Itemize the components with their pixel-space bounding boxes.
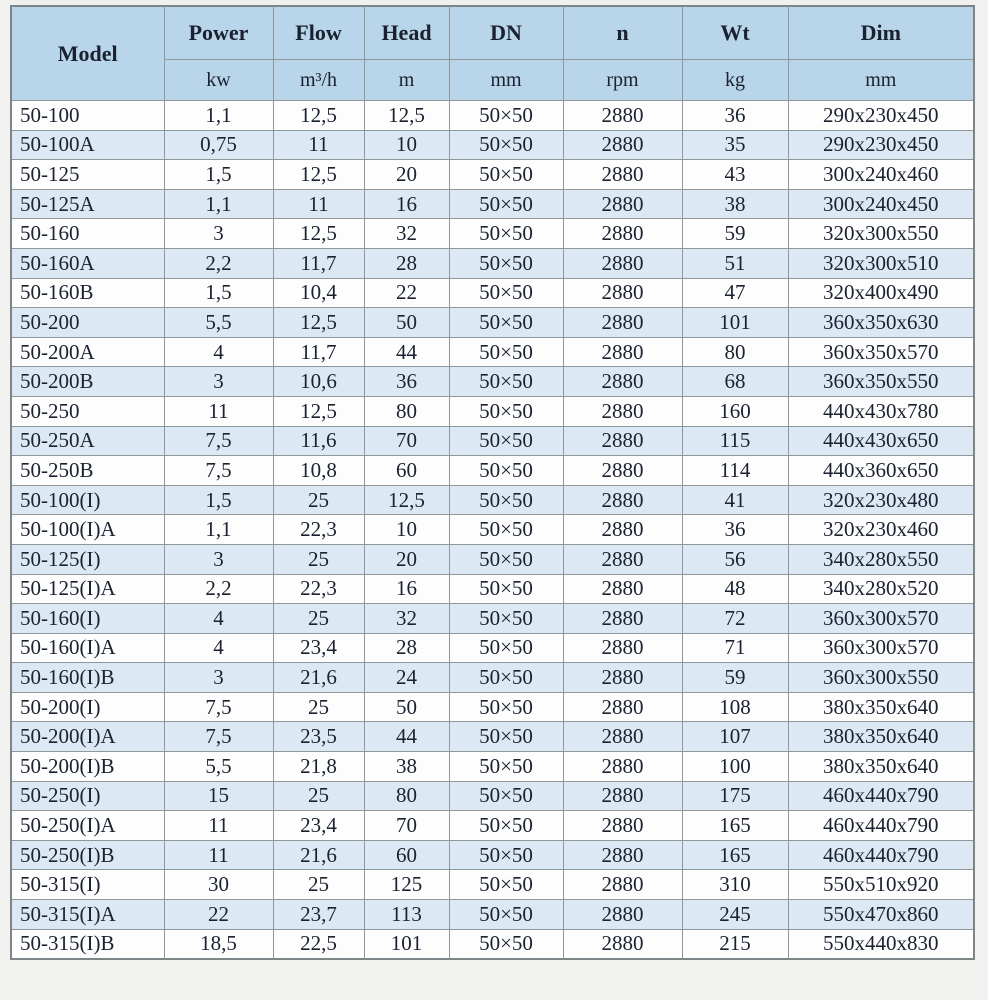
cell-dn: 50×50 (449, 367, 563, 397)
cell-dn: 50×50 (449, 308, 563, 338)
cell-flow: 22,3 (273, 515, 364, 545)
cell-dn: 50×50 (449, 160, 563, 190)
cell-wt: 165 (682, 811, 788, 841)
cell-model: 50-200 (11, 308, 164, 338)
cell-head: 16 (364, 574, 449, 604)
cell-power: 2,2 (164, 248, 273, 278)
cell-flow: 23,4 (273, 811, 364, 841)
cell-flow: 22,3 (273, 574, 364, 604)
cell-n: 2880 (563, 189, 682, 219)
cell-model: 50-250A (11, 426, 164, 456)
cell-power: 1,1 (164, 101, 273, 131)
cell-dim: 360x350x630 (788, 308, 974, 338)
cell-n: 2880 (563, 544, 682, 574)
cell-head: 10 (364, 515, 449, 545)
cell-flow: 25 (273, 544, 364, 574)
cell-head: 113 (364, 900, 449, 930)
cell-power: 7,5 (164, 456, 273, 486)
cell-n: 2880 (563, 485, 682, 515)
cell-flow: 25 (273, 485, 364, 515)
cell-power: 7,5 (164, 722, 273, 752)
cell-dim: 360x350x570 (788, 337, 974, 367)
table-row (11, 515, 974, 545)
cell-n: 2880 (563, 574, 682, 604)
unit-flow: m³/h (273, 60, 364, 101)
cell-model: 50-100(I) (11, 485, 164, 515)
cell-flow: 21,8 (273, 752, 364, 782)
cell-model: 50-160 (11, 219, 164, 249)
cell-head: 28 (364, 633, 449, 663)
cell-head: 50 (364, 692, 449, 722)
cell-dim: 460x440x790 (788, 781, 974, 811)
cell-model: 50-250B (11, 456, 164, 486)
table-row (11, 308, 974, 338)
cell-power: 18,5 (164, 929, 273, 959)
cell-wt: 107 (682, 722, 788, 752)
table-row (11, 840, 974, 870)
cell-model: 50-100 (11, 101, 164, 131)
cell-dim: 320x230x480 (788, 485, 974, 515)
table-row (11, 456, 974, 486)
cell-n: 2880 (563, 396, 682, 426)
header-label-row (11, 6, 974, 60)
table-row (11, 367, 974, 397)
unit-n: rpm (563, 60, 682, 101)
cell-flow: 23,4 (273, 633, 364, 663)
cell-n: 2880 (563, 426, 682, 456)
cell-wt: 38 (682, 189, 788, 219)
table-row (11, 781, 974, 811)
unit-dn: mm (449, 60, 563, 101)
cell-model: 50-250(I) (11, 781, 164, 811)
table-row (11, 692, 974, 722)
cell-power: 1,5 (164, 160, 273, 190)
cell-wt: 41 (682, 485, 788, 515)
cell-dn: 50×50 (449, 929, 563, 959)
cell-flow: 10,4 (273, 278, 364, 308)
column-header-n: n (563, 6, 682, 60)
cell-dn: 50×50 (449, 278, 563, 308)
cell-n: 2880 (563, 130, 682, 160)
cell-wt: 36 (682, 515, 788, 545)
cell-flow: 12,5 (273, 160, 364, 190)
cell-head: 80 (364, 396, 449, 426)
cell-n: 2880 (563, 456, 682, 486)
cell-head: 60 (364, 456, 449, 486)
cell-power: 22 (164, 900, 273, 930)
cell-wt: 115 (682, 426, 788, 456)
cell-power: 7,5 (164, 692, 273, 722)
cell-head: 36 (364, 367, 449, 397)
cell-dn: 50×50 (449, 840, 563, 870)
table-row (11, 426, 974, 456)
table-row (11, 633, 974, 663)
table-row (11, 485, 974, 515)
cell-dn: 50×50 (449, 396, 563, 426)
table-row (11, 219, 974, 249)
column-header-model: Model (11, 6, 164, 101)
cell-dn: 50×50 (449, 752, 563, 782)
cell-wt: 59 (682, 219, 788, 249)
table-row (11, 604, 974, 634)
cell-power: 0,75 (164, 130, 273, 160)
cell-dim: 460x440x790 (788, 840, 974, 870)
cell-wt: 72 (682, 604, 788, 634)
cell-model: 50-200(I)B (11, 752, 164, 782)
cell-flow: 23,5 (273, 722, 364, 752)
cell-head: 125 (364, 870, 449, 900)
table-row (11, 337, 974, 367)
cell-dim: 320x230x460 (788, 515, 974, 545)
cell-wt: 68 (682, 367, 788, 397)
cell-power: 2,2 (164, 574, 273, 604)
cell-power: 3 (164, 663, 273, 693)
cell-flow: 11,7 (273, 248, 364, 278)
cell-dn: 50×50 (449, 544, 563, 574)
table-row (11, 900, 974, 930)
table-row (11, 929, 974, 959)
cell-dim: 300x240x450 (788, 189, 974, 219)
cell-flow: 23,7 (273, 900, 364, 930)
cell-n: 2880 (563, 752, 682, 782)
cell-wt: 59 (682, 663, 788, 693)
cell-dim: 290x230x450 (788, 130, 974, 160)
cell-dn: 50×50 (449, 663, 563, 693)
cell-dn: 50×50 (449, 811, 563, 841)
table-row (11, 752, 974, 782)
cell-dim: 380x350x640 (788, 692, 974, 722)
cell-wt: 165 (682, 840, 788, 870)
cell-head: 50 (364, 308, 449, 338)
cell-head: 38 (364, 752, 449, 782)
cell-wt: 310 (682, 870, 788, 900)
cell-dn: 50×50 (449, 900, 563, 930)
cell-flow: 25 (273, 870, 364, 900)
cell-n: 2880 (563, 160, 682, 190)
cell-head: 16 (364, 189, 449, 219)
cell-power: 11 (164, 396, 273, 426)
cell-n: 2880 (563, 633, 682, 663)
cell-dim: 320x400x490 (788, 278, 974, 308)
cell-dn: 50×50 (449, 574, 563, 604)
cell-n: 2880 (563, 870, 682, 900)
cell-power: 4 (164, 633, 273, 663)
cell-head: 28 (364, 248, 449, 278)
cell-head: 44 (364, 337, 449, 367)
cell-dn: 50×50 (449, 722, 563, 752)
cell-power: 1,5 (164, 485, 273, 515)
cell-head: 60 (364, 840, 449, 870)
table-row (11, 101, 974, 131)
cell-model: 50-315(I) (11, 870, 164, 900)
cell-model: 50-160A (11, 248, 164, 278)
table-row (11, 811, 974, 841)
column-header-dim: Dim (788, 6, 974, 60)
cell-n: 2880 (563, 900, 682, 930)
cell-head: 70 (364, 811, 449, 841)
cell-dim: 320x300x510 (788, 248, 974, 278)
cell-model: 50-250(I)A (11, 811, 164, 841)
cell-model: 50-100(I)A (11, 515, 164, 545)
cell-dn: 50×50 (449, 189, 563, 219)
cell-model: 50-125(I)A (11, 574, 164, 604)
cell-dim: 360x300x570 (788, 633, 974, 663)
cell-dim: 440x430x650 (788, 426, 974, 456)
cell-n: 2880 (563, 840, 682, 870)
table-row (11, 722, 974, 752)
cell-head: 101 (364, 929, 449, 959)
cell-model: 50-125 (11, 160, 164, 190)
cell-dn: 50×50 (449, 426, 563, 456)
cell-dn: 50×50 (449, 101, 563, 131)
cell-head: 70 (364, 426, 449, 456)
cell-n: 2880 (563, 367, 682, 397)
cell-head: 32 (364, 219, 449, 249)
cell-wt: 51 (682, 248, 788, 278)
cell-dim: 360x300x570 (788, 604, 974, 634)
table-row (11, 574, 974, 604)
cell-dn: 50×50 (449, 604, 563, 634)
table-header (11, 6, 974, 101)
cell-wt: 100 (682, 752, 788, 782)
cell-head: 22 (364, 278, 449, 308)
cell-dim: 340x280x520 (788, 574, 974, 604)
cell-n: 2880 (563, 781, 682, 811)
cell-dim: 380x350x640 (788, 722, 974, 752)
cell-dn: 50×50 (449, 337, 563, 367)
cell-model: 50-160(I)B (11, 663, 164, 693)
cell-n: 2880 (563, 308, 682, 338)
cell-flow: 10,8 (273, 456, 364, 486)
cell-dn: 50×50 (449, 130, 563, 160)
cell-model: 50-200(I)A (11, 722, 164, 752)
cell-dim: 300x240x460 (788, 160, 974, 190)
cell-power: 1,1 (164, 189, 273, 219)
cell-wt: 80 (682, 337, 788, 367)
cell-model: 50-315(I)A (11, 900, 164, 930)
cell-wt: 43 (682, 160, 788, 190)
cell-dim: 360x350x550 (788, 367, 974, 397)
column-header-flow: Flow (273, 6, 364, 60)
cell-n: 2880 (563, 515, 682, 545)
cell-wt: 215 (682, 929, 788, 959)
cell-n: 2880 (563, 722, 682, 752)
cell-flow: 25 (273, 692, 364, 722)
column-header-wt: Wt (682, 6, 788, 60)
table-row (11, 544, 974, 574)
cell-dn: 50×50 (449, 248, 563, 278)
cell-power: 30 (164, 870, 273, 900)
cell-head: 32 (364, 604, 449, 634)
pump-spec-table (10, 5, 975, 960)
unit-head: m (364, 60, 449, 101)
cell-dn: 50×50 (449, 485, 563, 515)
cell-dim: 440x360x650 (788, 456, 974, 486)
cell-power: 3 (164, 367, 273, 397)
cell-head: 20 (364, 160, 449, 190)
spec-table-body (11, 101, 974, 960)
cell-head: 24 (364, 663, 449, 693)
cell-wt: 48 (682, 574, 788, 604)
cell-n: 2880 (563, 604, 682, 634)
cell-flow: 12,5 (273, 219, 364, 249)
cell-n: 2880 (563, 337, 682, 367)
cell-model: 50-315(I)B (11, 929, 164, 959)
cell-model: 50-100A (11, 130, 164, 160)
table-row (11, 189, 974, 219)
cell-power: 3 (164, 544, 273, 574)
cell-model: 50-250 (11, 396, 164, 426)
cell-dim: 550x510x920 (788, 870, 974, 900)
cell-dn: 50×50 (449, 456, 563, 486)
cell-n: 2880 (563, 811, 682, 841)
cell-dim: 380x350x640 (788, 752, 974, 782)
cell-wt: 35 (682, 130, 788, 160)
cell-flow: 25 (273, 604, 364, 634)
cell-n: 2880 (563, 663, 682, 693)
cell-dn: 50×50 (449, 633, 563, 663)
unit-dim: mm (788, 60, 974, 101)
cell-dim: 440x430x780 (788, 396, 974, 426)
cell-dn: 50×50 (449, 870, 563, 900)
cell-power: 15 (164, 781, 273, 811)
cell-dim: 340x280x550 (788, 544, 974, 574)
cell-wt: 160 (682, 396, 788, 426)
cell-head: 44 (364, 722, 449, 752)
cell-flow: 11,7 (273, 337, 364, 367)
table-row (11, 278, 974, 308)
table-row (11, 248, 974, 278)
cell-head: 12,5 (364, 485, 449, 515)
cell-dim: 550x440x830 (788, 929, 974, 959)
cell-flow: 11 (273, 189, 364, 219)
cell-power: 4 (164, 604, 273, 634)
cell-n: 2880 (563, 692, 682, 722)
cell-dim: 320x300x550 (788, 219, 974, 249)
cell-flow: 12,5 (273, 396, 364, 426)
cell-wt: 108 (682, 692, 788, 722)
cell-power: 5,5 (164, 752, 273, 782)
unit-wt: kg (682, 60, 788, 101)
table-row (11, 870, 974, 900)
cell-power: 1,5 (164, 278, 273, 308)
cell-n: 2880 (563, 929, 682, 959)
cell-power: 11 (164, 840, 273, 870)
cell-n: 2880 (563, 278, 682, 308)
cell-dn: 50×50 (449, 219, 563, 249)
cell-power: 5,5 (164, 308, 273, 338)
cell-model: 50-125A (11, 189, 164, 219)
cell-flow: 11 (273, 130, 364, 160)
unit-power: kw (164, 60, 273, 101)
cell-dn: 50×50 (449, 515, 563, 545)
cell-wt: 245 (682, 900, 788, 930)
cell-wt: 56 (682, 544, 788, 574)
cell-model: 50-160B (11, 278, 164, 308)
cell-dim: 360x300x550 (788, 663, 974, 693)
cell-model: 50-160(I)A (11, 633, 164, 663)
cell-power: 11 (164, 811, 273, 841)
cell-head: 20 (364, 544, 449, 574)
cell-model: 50-160(I) (11, 604, 164, 634)
cell-model: 50-200B (11, 367, 164, 397)
column-header-head: Head (364, 6, 449, 60)
cell-dim: 460x440x790 (788, 811, 974, 841)
cell-n: 2880 (563, 219, 682, 249)
cell-flow: 12,5 (273, 101, 364, 131)
cell-wt: 36 (682, 101, 788, 131)
column-header-dn: DN (449, 6, 563, 60)
cell-dim: 550x470x860 (788, 900, 974, 930)
cell-model: 50-250(I)B (11, 840, 164, 870)
cell-model: 50-200A (11, 337, 164, 367)
table-row (11, 396, 974, 426)
cell-wt: 47 (682, 278, 788, 308)
cell-wt: 175 (682, 781, 788, 811)
cell-flow: 10,6 (273, 367, 364, 397)
column-header-power: Power (164, 6, 273, 60)
cell-wt: 71 (682, 633, 788, 663)
cell-flow: 25 (273, 781, 364, 811)
cell-flow: 22,5 (273, 929, 364, 959)
cell-flow: 11,6 (273, 426, 364, 456)
cell-head: 12,5 (364, 101, 449, 131)
cell-dn: 50×50 (449, 781, 563, 811)
cell-wt: 114 (682, 456, 788, 486)
table-row (11, 130, 974, 160)
cell-head: 10 (364, 130, 449, 160)
cell-dn: 50×50 (449, 692, 563, 722)
cell-wt: 101 (682, 308, 788, 338)
cell-power: 4 (164, 337, 273, 367)
cell-flow: 21,6 (273, 663, 364, 693)
cell-power: 3 (164, 219, 273, 249)
cell-model: 50-125(I) (11, 544, 164, 574)
cell-flow: 21,6 (273, 840, 364, 870)
cell-model: 50-200(I) (11, 692, 164, 722)
cell-power: 1,1 (164, 515, 273, 545)
cell-n: 2880 (563, 248, 682, 278)
cell-dim: 290x230x450 (788, 101, 974, 131)
cell-power: 7,5 (164, 426, 273, 456)
cell-head: 80 (364, 781, 449, 811)
table-row (11, 160, 974, 190)
table-row (11, 663, 974, 693)
cell-n: 2880 (563, 101, 682, 131)
cell-flow: 12,5 (273, 308, 364, 338)
